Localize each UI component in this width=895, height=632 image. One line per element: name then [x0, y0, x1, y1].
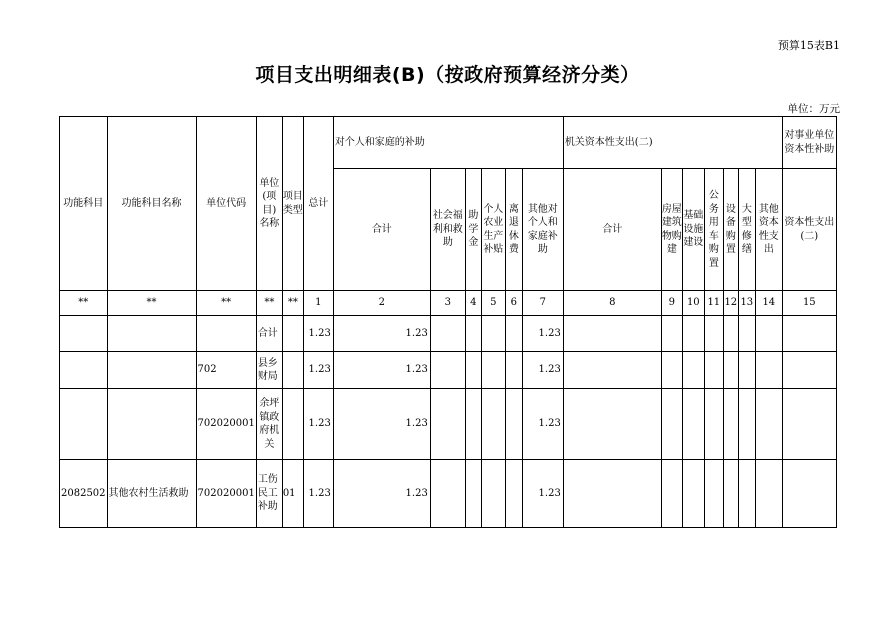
header-student-aid: 助学金: [465, 169, 481, 291]
cell-personal-total: 1.23: [333, 389, 430, 460]
cell-unit-code: 702: [196, 352, 256, 389]
cell-total: 1.23: [303, 389, 333, 460]
cell-project-type: 01: [282, 460, 303, 528]
cell-other-personal: 1.23: [522, 316, 563, 352]
cell-other-personal: 1.23: [522, 460, 563, 528]
index-cell: 2: [333, 291, 430, 316]
header-vehicle: 公务用车购置: [704, 169, 723, 291]
header-equipment: 设备购置: [723, 169, 738, 291]
cell-func-code: [60, 316, 108, 352]
cell-func-name: [107, 316, 196, 352]
header-group-enterprise: 对事业单位资本性补助: [782, 117, 836, 169]
header-enterprise-capital: 资本性支出(二): [782, 169, 836, 291]
unit-label: 单位：万元: [787, 103, 840, 115]
header-other-personal: 其他对个人和家庭补助: [522, 169, 563, 291]
cell-other-personal: 1.23: [522, 352, 563, 389]
index-cell: 14: [755, 291, 782, 316]
header-group-personal: 对个人和家庭的补助: [333, 117, 563, 169]
index-cell: **: [282, 291, 303, 316]
index-cell: 7: [522, 291, 563, 316]
cell-func-name: 其他农村生活救助: [107, 460, 196, 528]
index-cell: 1: [303, 291, 333, 316]
index-cell: 15: [782, 291, 836, 316]
header-other-capital: 其他资本性支出: [755, 169, 782, 291]
header-infrastructure: 基础设施建设: [682, 169, 704, 291]
cell-total: 1.23: [303, 460, 333, 528]
cell-total: 1.23: [303, 352, 333, 389]
header-retirement: 离退休费: [505, 169, 522, 291]
index-cell: 6: [505, 291, 522, 316]
cell-func-code: [60, 352, 108, 389]
cell-unit-code: 702020001: [196, 389, 256, 460]
header-project-type: 项目类型: [282, 117, 303, 291]
cell-func-code: [60, 389, 108, 460]
index-cell: 13: [738, 291, 755, 316]
cell-func-name: [107, 389, 196, 460]
index-cell: **: [256, 291, 282, 316]
table-row: [60, 352, 837, 389]
cell-personal-total: 1.23: [333, 460, 430, 528]
cell-project-type: [282, 389, 303, 460]
table-code: 预算15表B1: [777, 39, 840, 52]
cell-personal-total: 1.23: [333, 352, 430, 389]
cell-project-type: [282, 352, 303, 389]
cell-func-name: [107, 352, 196, 389]
table-row: [60, 316, 837, 352]
cell-personal-total: 1.23: [333, 316, 430, 352]
cell-total: 1.23: [303, 316, 333, 352]
header-capital-total: 合计: [563, 169, 661, 291]
budget-table: [59, 116, 837, 528]
cell-unit-code: [196, 316, 256, 352]
table-row: [60, 460, 837, 528]
header-unit-code: 单位代码: [196, 117, 256, 291]
index-cell: 8: [563, 291, 661, 316]
page-title: 项目支出明细表(B)（按政府预算经济分类）: [255, 64, 640, 86]
cell-project-type: [282, 316, 303, 352]
header-func-code: 功能科目: [60, 117, 108, 291]
index-row: [60, 291, 837, 316]
index-cell: 12: [723, 291, 738, 316]
cell-func-code: 2082502: [60, 460, 108, 528]
header-group-capital: 机关资本性支出(二): [563, 117, 782, 169]
cell-other-personal: 1.23: [522, 389, 563, 460]
header-repair: 大型修缮: [738, 169, 755, 291]
table-row: [60, 389, 837, 460]
cell-unit-name: 工伤民工补助: [256, 460, 282, 528]
cell-unit-name: 县乡财局: [256, 352, 282, 389]
cell-unit-name: 余坪镇政府机关: [256, 389, 282, 460]
index-cell: 9: [661, 291, 682, 316]
header-agri-subsidy: 个人农业生产补贴: [481, 169, 505, 291]
index-cell: **: [60, 291, 108, 316]
header-personal-total: 合计: [333, 169, 430, 291]
index-cell: **: [196, 291, 256, 316]
header-func-name: 功能科目名称: [107, 117, 196, 291]
index-cell: **: [107, 291, 196, 316]
cell-unit-name: 合计: [256, 316, 282, 352]
index-cell: 3: [430, 291, 465, 316]
header-total: 总计: [303, 117, 333, 291]
index-cell: 11: [704, 291, 723, 316]
header-building: 房屋建筑物购建: [661, 169, 682, 291]
index-cell: 4: [465, 291, 481, 316]
header-unit-name: 单位(项目)名称: [256, 117, 282, 291]
cell-unit-code: 702020001: [196, 460, 256, 528]
header-welfare: 社会福利和救助: [430, 169, 465, 291]
index-cell: 5: [481, 291, 505, 316]
index-cell: 10: [682, 291, 704, 316]
